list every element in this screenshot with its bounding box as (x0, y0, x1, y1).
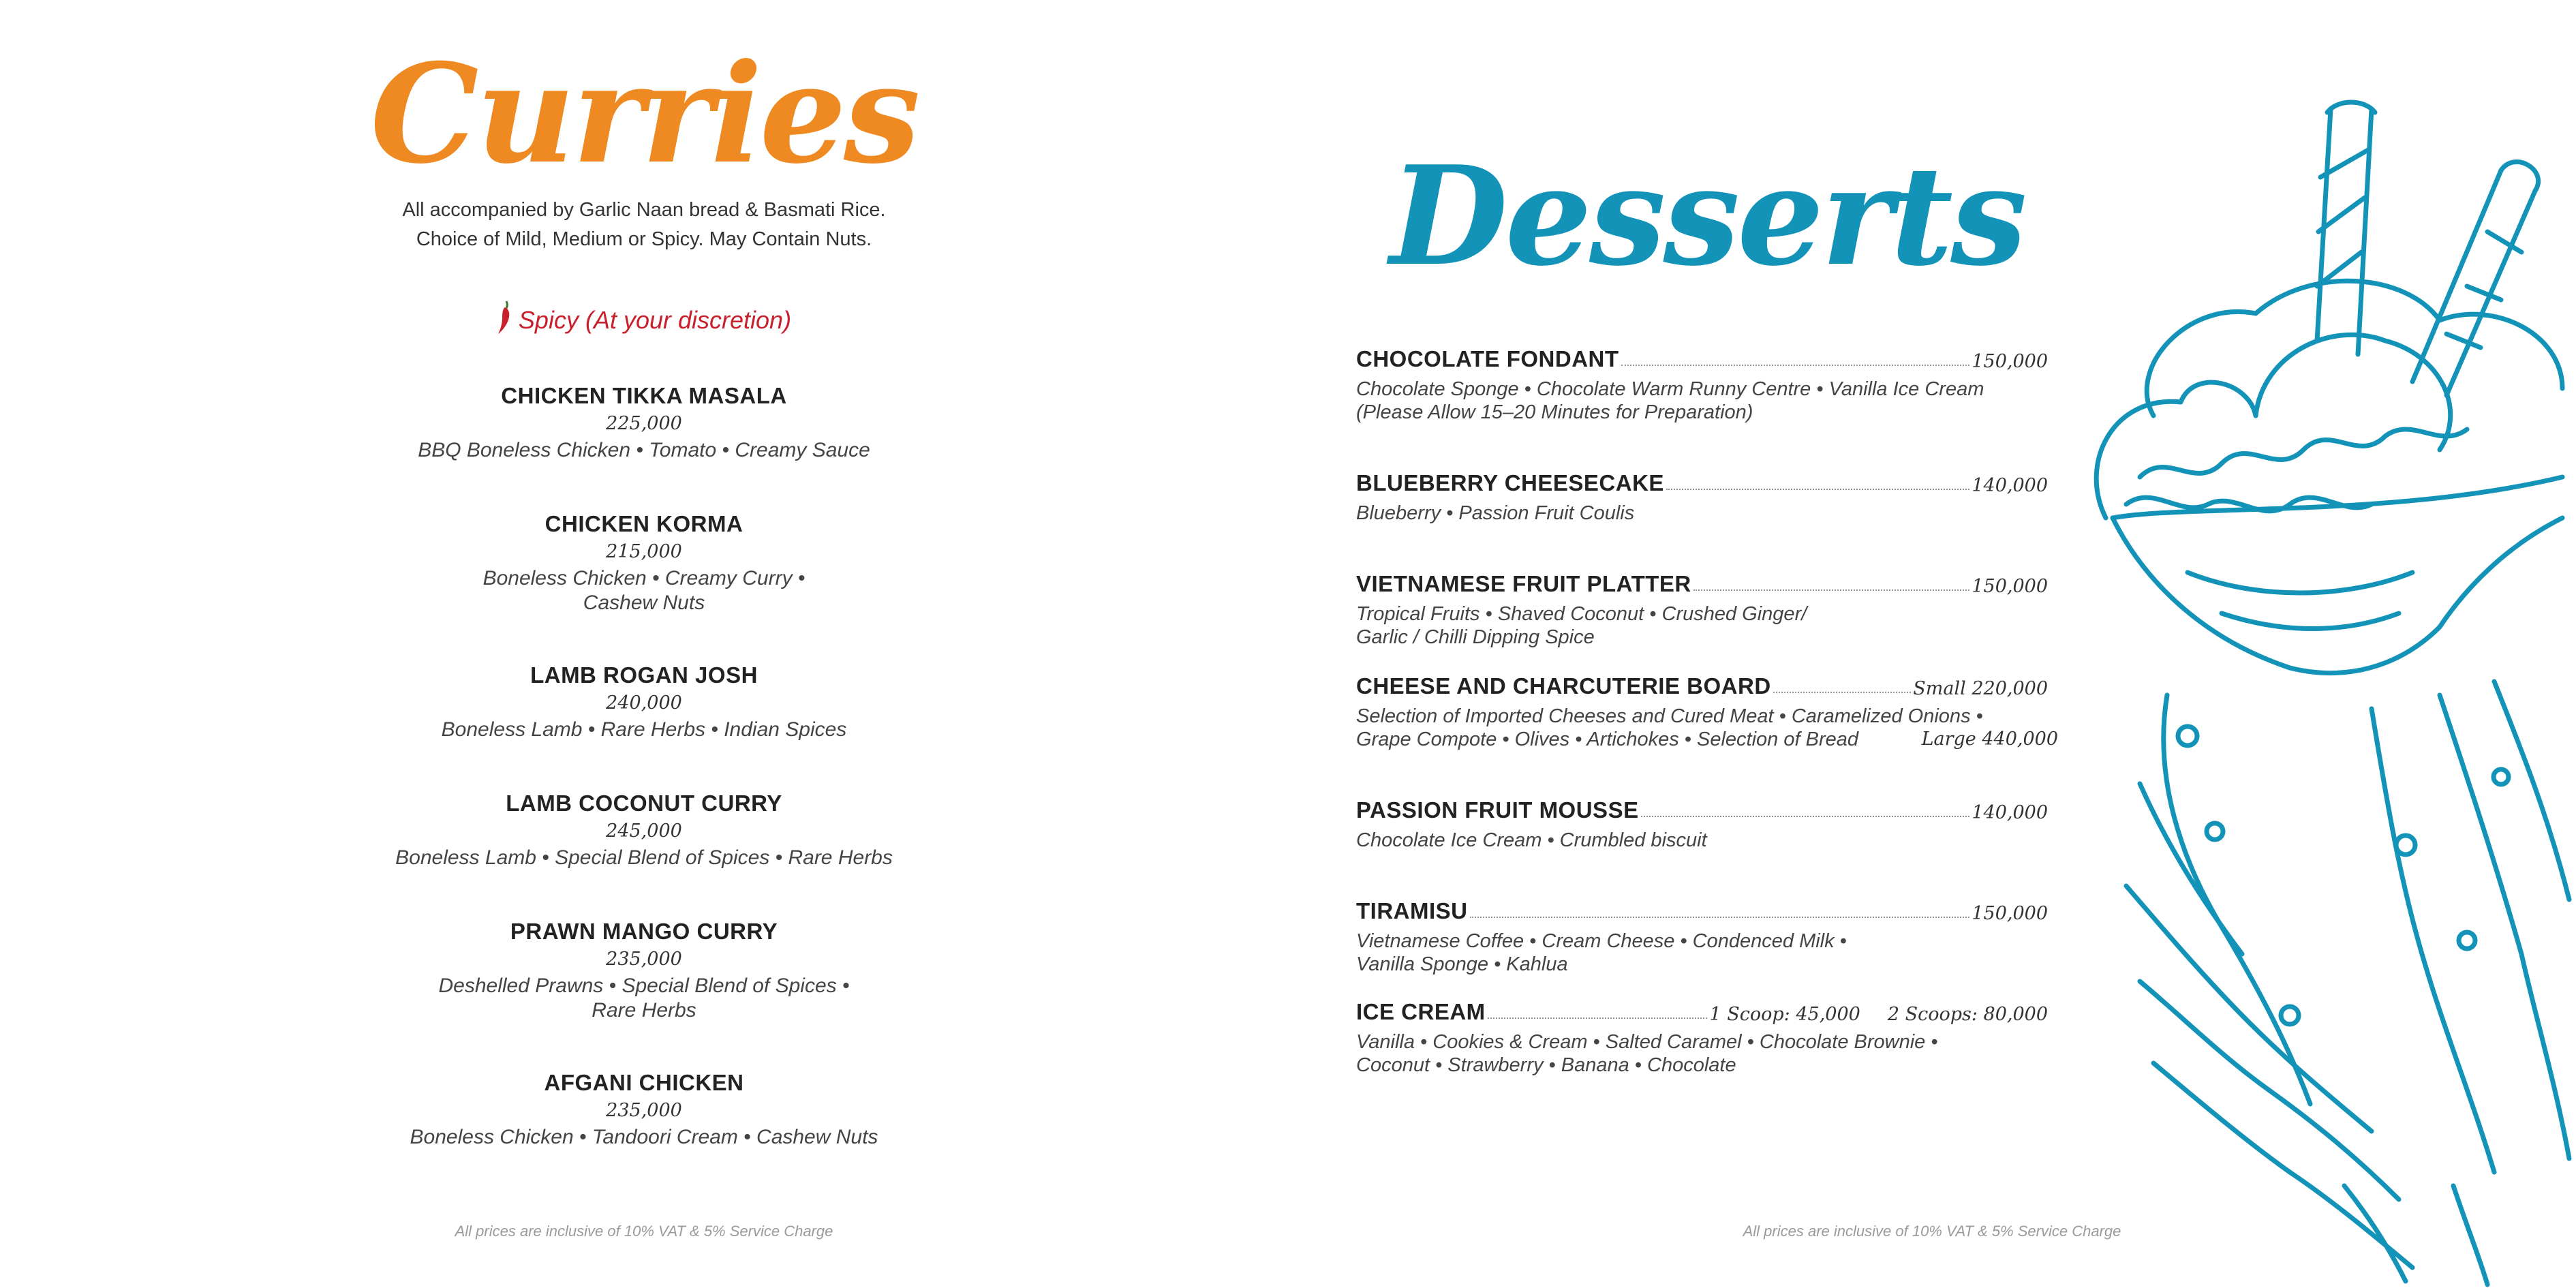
curry-price: 240,000 (606, 692, 682, 714)
dessert-name: CHOCOLATE FONDANT (1356, 346, 1619, 371)
dessert-price: 140,000 (1972, 802, 2048, 823)
dessert-name: PASSION FRUIT MOUSSE (1356, 797, 1639, 823)
curry-price: 245,000 (606, 821, 682, 842)
curry-desc-line: Rare Herbs (592, 999, 696, 1022)
curry-desc-line: Boneless Chicken • Creamy Curry • (482, 567, 806, 589)
curry-item (0, 511, 1288, 615)
curry-desc (0, 974, 1288, 1023)
dessert-price: 150,000 (1972, 903, 2048, 924)
dessert-item (1356, 346, 2051, 424)
dessert-price: 140,000 (1972, 475, 2048, 496)
dessert-desc-line: Garlic / Chilli Dipping Spice (1356, 626, 1595, 648)
curry-desc-line: Cashew Nuts (583, 592, 705, 614)
dotted-leader (1641, 816, 1970, 817)
curry-item (0, 791, 1288, 870)
dessert-name: BLUEBERRY CHEESECAKE (1356, 470, 1664, 495)
dessert-desc-line: Vanilla Sponge • Kahlua (1356, 953, 1568, 975)
dessert-desc-line: Chocolate Ice Cream • Crumbled biscuit (1356, 829, 1707, 851)
curry-price: 235,000 (606, 949, 682, 970)
curry-desc: Boneless Lamb • Special Blend of Spices • Rare Herbs (395, 846, 893, 869)
curry-name: LAMB ROGAN JOSH (530, 662, 758, 688)
curries-subtitle-line2: Choice of Mild, Medium or Spicy. May Contain Nuts. (416, 228, 872, 250)
dessert-item (1356, 999, 2051, 1077)
curries-title: Curries (370, 34, 918, 194)
curry-desc (0, 566, 1288, 615)
dessert-desc-line: (Please Allow 15–20 Minutes for Preparation) (1356, 401, 1753, 423)
dotted-leader (1693, 589, 1970, 591)
spicy-note-text: Spicy (At your discretion) (518, 306, 792, 334)
curry-name: AFGANI CHICKEN (544, 1070, 744, 1095)
curries-subtitle-line1: All accompanied by Garlic Naan bread & Basmati Rice. (402, 199, 886, 221)
curries-footer-note: All prices are inclusive of 10% VAT & 5% Service Charge (455, 1223, 833, 1240)
curry-item (0, 383, 1288, 463)
desserts-footer-note: All prices are inclusive of 10% VAT & 5% Service Charge (1743, 1223, 2121, 1240)
curry-item (0, 919, 1288, 1023)
curry-name: PRAWN MANGO CURRY (510, 919, 778, 944)
dessert-desc (1356, 829, 2051, 852)
curry-price: 225,000 (606, 413, 682, 434)
dessert-price-one-scoop: 1 Scoop: 45,000 (1709, 1004, 1860, 1025)
dotted-leader (1621, 365, 1970, 366)
curry-price: 235,000 (606, 1100, 682, 1121)
dotted-leader (1488, 1017, 1708, 1019)
dessert-item (1356, 470, 2051, 525)
dessert-price: 150,000 (1972, 351, 2048, 372)
chili-pepper-icon (497, 300, 512, 335)
dessert-desc (1356, 1030, 2051, 1077)
dessert-item (1356, 898, 2051, 976)
dotted-leader (1773, 692, 1912, 693)
dessert-name: TIRAMISU (1356, 898, 1468, 923)
curry-desc: Boneless Lamb • Rare Herbs • Indian Spices (441, 718, 847, 741)
dessert-name: ICE CREAM (1356, 999, 1486, 1024)
curry-item (0, 662, 1288, 742)
dessert-desc-line: Vietnamese Coffee • Cream Cheese • Condenced Milk • (1356, 930, 1847, 952)
dessert-desc-line: Chocolate Sponge • Chocolate Warm Runny Centre • Vanilla Ice Cream (1356, 378, 1984, 400)
dessert-desc (1356, 705, 2058, 751)
dessert-item (1356, 797, 2051, 852)
dessert-item (1356, 673, 2058, 751)
dessert-price-two-scoops: 2 Scoops: 80,000 (1887, 1004, 2048, 1025)
dessert-desc-line: Grape Compote • Olives • Artichokes • Selection of Bread (1356, 729, 1858, 750)
dessert-item (1356, 571, 2051, 649)
dessert-desc-line: Coconut • Strawberry • Banana • Chocolate (1356, 1054, 1736, 1076)
curry-desc-line: Deshelled Prawns • Special Blend of Spices • (438, 975, 850, 997)
desserts-title: Desserts (1390, 136, 2025, 296)
dessert-desc-line: Blueberry • Passion Fruit Coulis (1356, 502, 1635, 524)
dessert-desc-line: Selection of Imported Cheeses and Cured Meat • Caramelized Onions • (1356, 705, 1983, 727)
dessert-desc (1356, 930, 2051, 976)
curry-desc: BBQ Boneless Chicken • Tomato • Creamy Sauce (418, 439, 870, 461)
dessert-price-large: Large 440,000 (1921, 729, 2058, 750)
dessert-name: CHEESE AND CHARCUTERIE BOARD (1356, 673, 1771, 699)
dessert-price: 150,000 (1972, 576, 2048, 597)
dessert-desc (1356, 502, 2051, 525)
curry-item (0, 1070, 1288, 1150)
ice-cream-cone-illustration (2085, 95, 2576, 1288)
curry-name: CHICKEN TIKKA MASALA (501, 383, 787, 408)
dotted-leader (1666, 489, 1969, 490)
dessert-desc (1356, 378, 2051, 424)
dessert-name: VIETNAMESE FRUIT PLATTER (1356, 571, 1691, 596)
dessert-desc (1356, 602, 2051, 649)
dessert-desc-line: Tropical Fruits • Shaved Coconut • Crushed Ginger/ (1356, 603, 1807, 625)
curry-price: 215,000 (606, 541, 682, 562)
dotted-leader (1470, 917, 1970, 918)
curry-desc: Boneless Chicken • Tandoori Cream • Cashew Nuts (410, 1126, 878, 1148)
curry-name: CHICKEN KORMA (545, 511, 743, 536)
curry-name: LAMB COCONUT CURRY (506, 791, 782, 816)
dessert-price-small: Small 220,000 (1913, 678, 2048, 699)
dessert-desc-line: Vanilla • Cookies & Cream • Salted Caramel • Chocolate Brownie • (1356, 1031, 1938, 1053)
spicy-note (0, 300, 1288, 335)
